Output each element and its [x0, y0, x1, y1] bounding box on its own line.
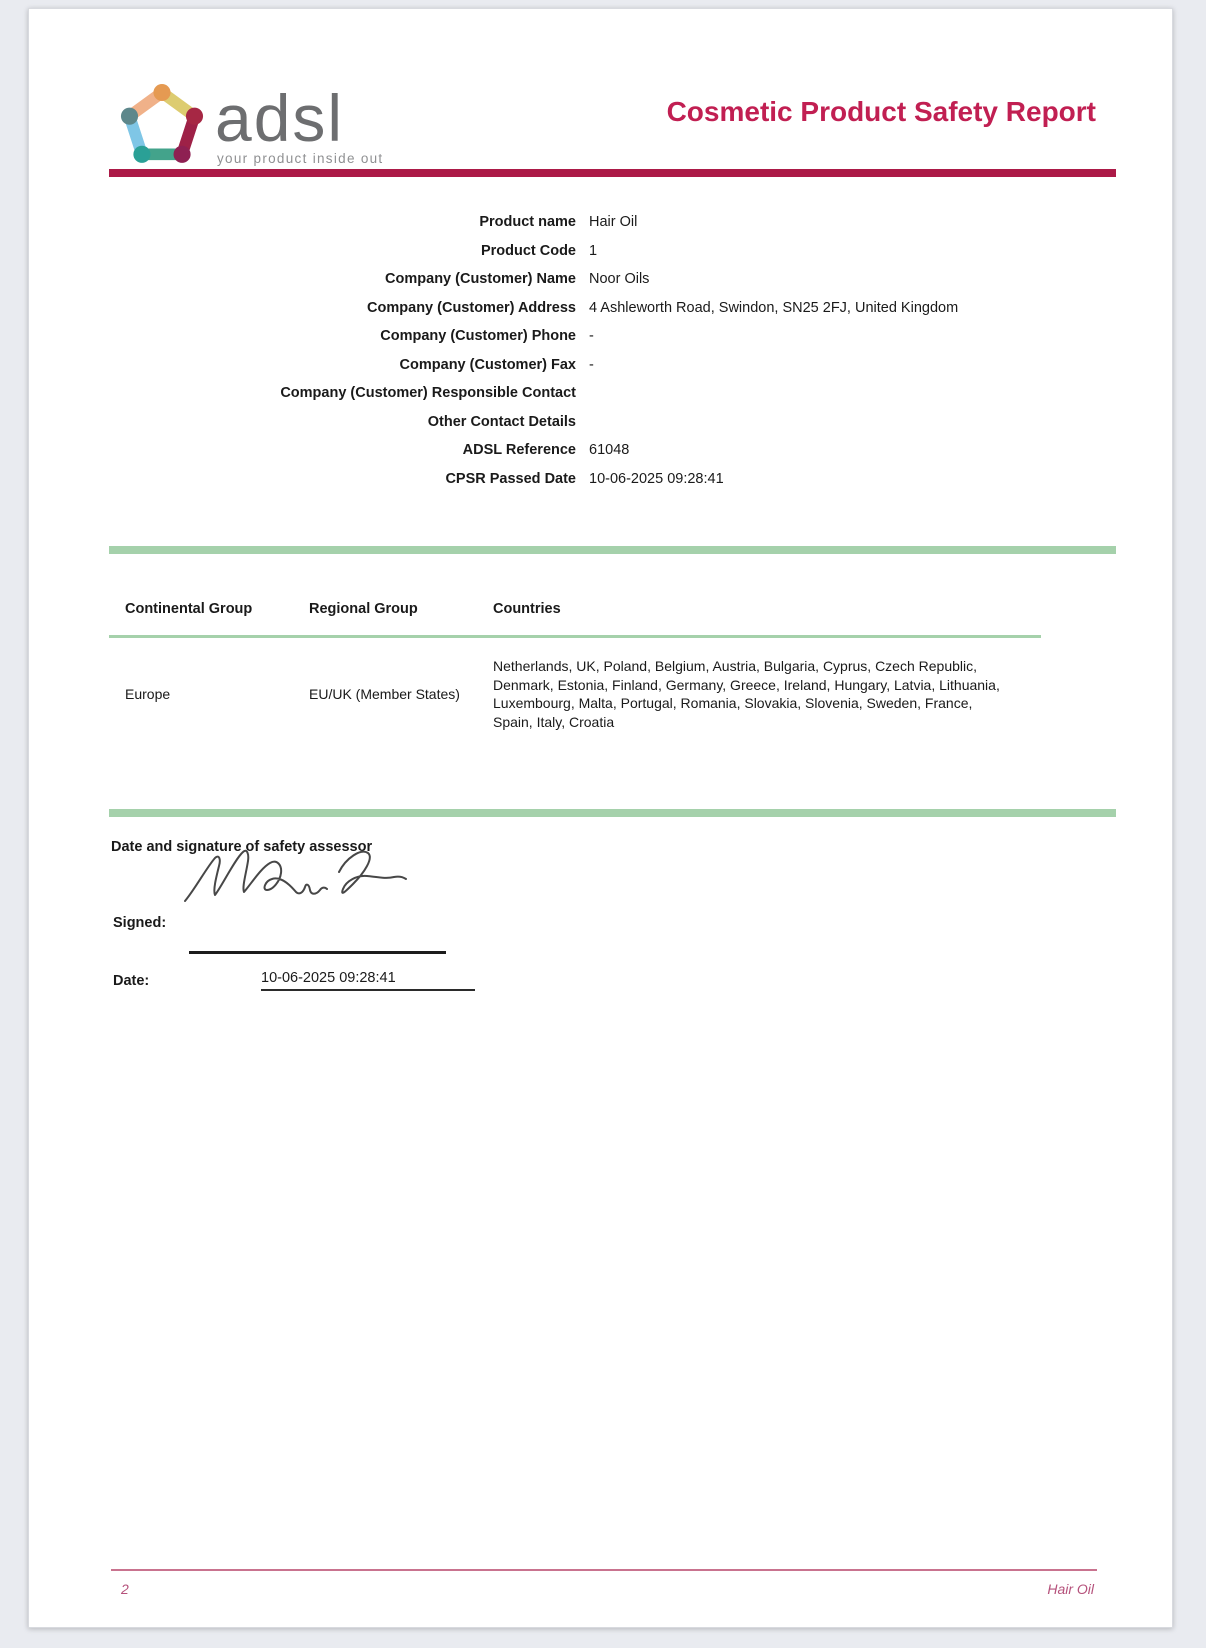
signature-section-heading: Date and signature of safety assessor: [111, 839, 373, 855]
table-header-underline: [109, 635, 1041, 638]
detail-label: Company (Customer) Address: [367, 299, 576, 316]
section-divider-bar: [109, 809, 1116, 817]
detail-row: [109, 208, 1116, 237]
column-header-regional-group: Regional Group: [309, 601, 418, 617]
detail-value: -: [589, 356, 594, 373]
cell-regional-group: EU/UK (Member States): [309, 686, 460, 702]
column-header-countries: Countries: [493, 601, 561, 617]
detail-value: Hair Oil: [589, 214, 638, 230]
detail-row: [109, 351, 1116, 380]
detail-row: [109, 408, 1116, 437]
detail-label: Other Contact Details: [427, 413, 576, 430]
detail-row: [109, 294, 1116, 323]
report-page: [28, 8, 1173, 1628]
detail-label: Product Code: [480, 242, 576, 259]
footer-divider-line: [111, 1569, 1097, 1571]
detail-label: CPSR Passed Date: [445, 470, 576, 487]
detail-label: Company (Customer) Fax: [399, 356, 576, 373]
detail-label: Company (Customer) Name: [385, 271, 576, 287]
detail-row: [109, 265, 1116, 294]
detail-value: -: [589, 328, 594, 344]
detail-row: [109, 465, 1116, 494]
signed-label: Signed:: [113, 915, 167, 931]
detail-row: [109, 322, 1116, 351]
detail-value: 4 Ashleworth Road, Swindon, SN25 2FJ, United Kingdom: [589, 299, 959, 316]
column-header-continental-group: Continental Group: [125, 601, 253, 617]
section-divider-bar: [109, 546, 1116, 554]
detail-row: [109, 436, 1116, 465]
detail-value: 1: [589, 242, 598, 259]
logo-vertex-left: [121, 108, 138, 125]
detail-label: Product name: [479, 214, 576, 230]
cell-countries: Netherlands, UK, Poland, Belgium, Austria, Bulgaria, Cyprus, Czech Republic, Denmark, Estonia, Finland, Germany, Greece, Ireland, Hungary, Latvia, Lithuania, Luxembourg, Malta, Portugal, Romania, Slovakia, Slovenia, Sweden, France, Spain, Italy, Croatia: [493, 658, 1000, 730]
logo-vertex-bottom-left: [133, 146, 150, 163]
page-title: Cosmetic Product Safety Report: [666, 96, 1096, 127]
detail-row: [109, 237, 1116, 266]
handwritten-signature: [181, 837, 421, 917]
signature-line: [189, 951, 446, 954]
adsl-logo-pentagon-icon: [116, 79, 208, 169]
cell-continental-group: Europe: [125, 686, 171, 702]
detail-value: 61048: [589, 442, 630, 458]
detail-value: Noor Oils: [589, 271, 650, 287]
brand-tagline: your product inside out: [217, 151, 384, 166]
regions-table-header: [109, 601, 1116, 617]
product-details: [109, 208, 1116, 493]
footer-product-name: Hair Oil: [1047, 1581, 1094, 1597]
table-row: [109, 657, 1116, 731]
footer-page-number: 2: [121, 1581, 129, 1597]
date-label: Date:: [113, 973, 150, 989]
logo-vertex-top: [153, 84, 170, 101]
date-value: 10-06-2025 09:28:41: [261, 970, 475, 991]
detail-label: Company (Customer) Phone: [380, 328, 576, 344]
detail-value: 10-06-2025 09:28:41: [589, 470, 724, 487]
detail-label: ADSL Reference: [462, 442, 576, 458]
logo-vertex-bottom-right: [174, 146, 191, 163]
detail-row: [109, 379, 1116, 408]
header-divider-bar: [109, 169, 1116, 177]
brand-name: adsl: [215, 81, 345, 155]
logo-vertex-right: [186, 108, 203, 125]
detail-label: Company (Customer) Responsible Contact: [280, 385, 576, 401]
